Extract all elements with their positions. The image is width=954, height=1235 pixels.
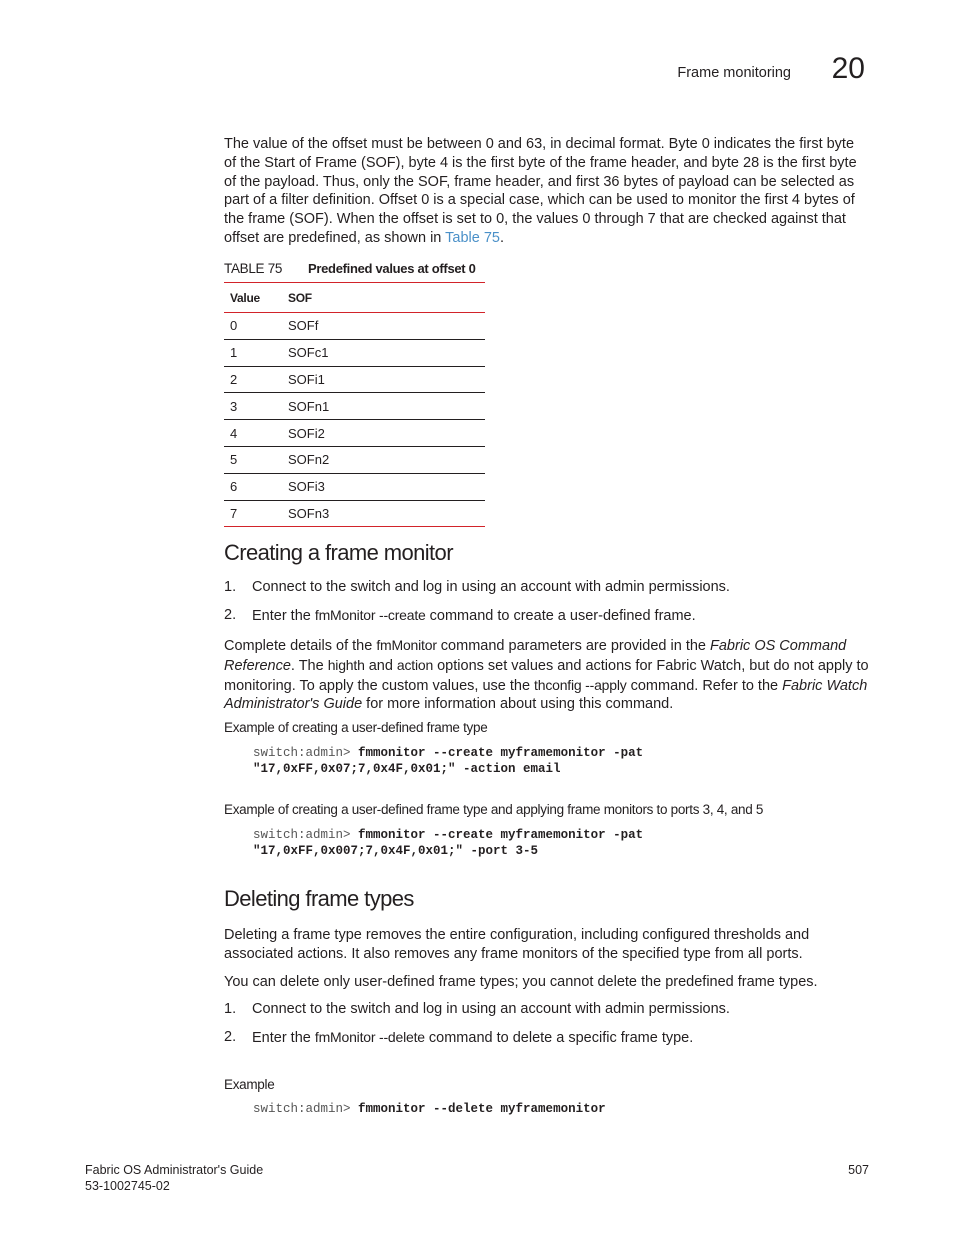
cell-value: 6	[230, 479, 238, 495]
step-text: Connect to the switch and log in using an account with admin permissions.	[252, 1001, 730, 1017]
text: Complete details of the	[224, 638, 377, 654]
shell-prompt: switch:admin>	[253, 1102, 359, 1116]
intro-paragraph	[224, 135, 869, 248]
code-line: fmmonitor --create myframemonitor -pat	[358, 746, 644, 760]
paragraph-text: You can delete only user-defined frame types; you cannot delete the predefined frame types.	[224, 974, 818, 990]
step-number: 2.	[224, 1029, 237, 1045]
cell-sof: SOFn2	[288, 452, 330, 468]
column-header-value: Value	[230, 290, 260, 305]
table-row	[224, 473, 485, 500]
step-text-post: command to create a user-defined frame.	[425, 608, 696, 624]
running-header-title: Frame monitoring	[677, 65, 791, 81]
table-title: Predefined values at offset 0	[308, 261, 476, 276]
cell-sof: SOFn1	[288, 398, 330, 414]
code-line: fmmonitor --delete myframemonitor	[358, 1102, 606, 1116]
step-text	[252, 1029, 693, 1046]
text: command. Refer to the	[626, 677, 783, 694]
cell-value: 4	[230, 425, 238, 441]
footer-doc-number: 53-1002745-02	[85, 1179, 170, 1193]
cell-sof: SOFi2	[288, 425, 325, 441]
table-row	[224, 313, 485, 340]
text: for more information about using this command.	[362, 696, 674, 713]
cell-sof: SOFc1	[288, 345, 329, 361]
table-row	[224, 393, 485, 420]
cell-value: 1	[230, 345, 238, 361]
cell-value: 2	[230, 371, 238, 387]
table-row	[224, 446, 485, 473]
table-row	[224, 366, 485, 393]
step-text-pre: Enter the	[252, 608, 315, 624]
option-name: highth	[327, 656, 365, 673]
command-name: thconfig --apply	[534, 676, 627, 693]
section-heading-create: Creating a frame monitor	[224, 540, 453, 565]
create-step-2	[224, 607, 869, 627]
command-details-paragraph	[224, 636, 869, 714]
step-text-post: command to delete a specific frame type.	[424, 1030, 694, 1046]
cell-value: 7	[230, 505, 238, 521]
table-row	[224, 339, 485, 366]
example-label: Example of creating a user-defined frame type	[224, 720, 488, 735]
delete-step-2	[224, 1029, 869, 1049]
delete-paragraph-1	[224, 926, 869, 964]
code-example-delete	[253, 1101, 606, 1117]
text: command parameters are provided in the	[436, 638, 711, 654]
command-name: fmMonitor	[376, 637, 437, 653]
code-example-create-ports	[253, 827, 643, 859]
table-row	[224, 420, 485, 447]
step-number: 1.	[224, 579, 237, 595]
step-text	[252, 607, 696, 624]
book-reference: Fabric OS Command Reference	[224, 638, 847, 674]
section-heading-delete: Deleting frame types	[224, 886, 414, 911]
book-reference: Fabric Watch Administrator's Guide	[224, 677, 868, 713]
text: . The	[290, 657, 328, 674]
predefined-values-table	[224, 282, 485, 527]
cell-sof: SOFf	[288, 318, 319, 334]
shell-prompt: switch:admin>	[253, 746, 359, 760]
intro-text-end: .	[499, 229, 504, 246]
paragraph-text: Deleting a frame type removes the entire configuration, including configured thresholds and associated actions. It also removes any frame monitors of the specified type from all ports.	[224, 927, 810, 962]
table-75-link[interactable]: Table 75	[445, 229, 500, 246]
command-name: fmMonitor --create	[314, 607, 426, 623]
code-line: "17,0xFF,0x07;7,0x4F,0x01;" -action email	[253, 762, 561, 776]
command-name: fmMonitor --delete	[314, 1029, 425, 1045]
text: and	[364, 657, 397, 674]
footer-book-title: Fabric OS Administrator's Guide	[85, 1163, 264, 1177]
create-step-1	[224, 579, 869, 599]
text: options set values and actions for Fabric Watch, but do not apply to monitoring. To apply the custom values, use the	[224, 657, 869, 694]
shell-prompt: switch:admin>	[253, 828, 359, 842]
delete-paragraph-2	[224, 973, 869, 992]
table-header-row	[224, 283, 485, 313]
delete-step-1	[224, 1001, 869, 1021]
example-label: Example	[224, 1077, 275, 1092]
column-header-sof: SOF	[288, 290, 312, 305]
step-text: Connect to the switch and log in using an account with admin permissions.	[252, 579, 730, 595]
step-number: 1.	[224, 1001, 237, 1017]
cell-value: 3	[230, 398, 238, 414]
intro-text: The value of the offset must be between 0 and 63, in decimal format. Byte 0 indicates the first byte of the Start of Frame (SOF), byte 4 is the first byte of the frame header, and byte 28 is the first byte of the payload. Thus, only the SOF, frame header, and first 36 bytes of payload can be selected as part of a filter definition. Offset 0 is a special case, which can be used to monitor the first 4 bytes of the frame (SOF). When the offset is set to 0, the values 0 through 7 that are checked against that offset are predefined, as shown in	[224, 136, 857, 246]
table-row	[224, 500, 485, 527]
table-label: TABLE 75	[224, 261, 283, 276]
footer-page-number: 507	[848, 1163, 869, 1177]
cell-sof: SOFn3	[288, 505, 330, 521]
step-text-pre: Enter the	[252, 1030, 315, 1046]
option-name: action	[396, 656, 434, 673]
code-line: "17,0xFF,0x007;7,0x4F,0x01;" -port 3-5	[253, 844, 539, 858]
footer-left	[85, 1162, 263, 1194]
code-line: fmmonitor --create myframemonitor -pat	[358, 828, 644, 842]
cell-sof: SOFi1	[288, 371, 325, 387]
step-number: 2.	[224, 607, 237, 623]
code-example-create	[253, 745, 643, 777]
cell-value: 0	[230, 318, 238, 334]
cell-sof: SOFi3	[288, 479, 325, 495]
example-label: Example of creating a user-defined frame type and applying frame monitors to ports 3, 4, and 5	[224, 802, 764, 817]
chapter-number: 20	[831, 52, 865, 85]
cell-value: 5	[230, 452, 238, 468]
